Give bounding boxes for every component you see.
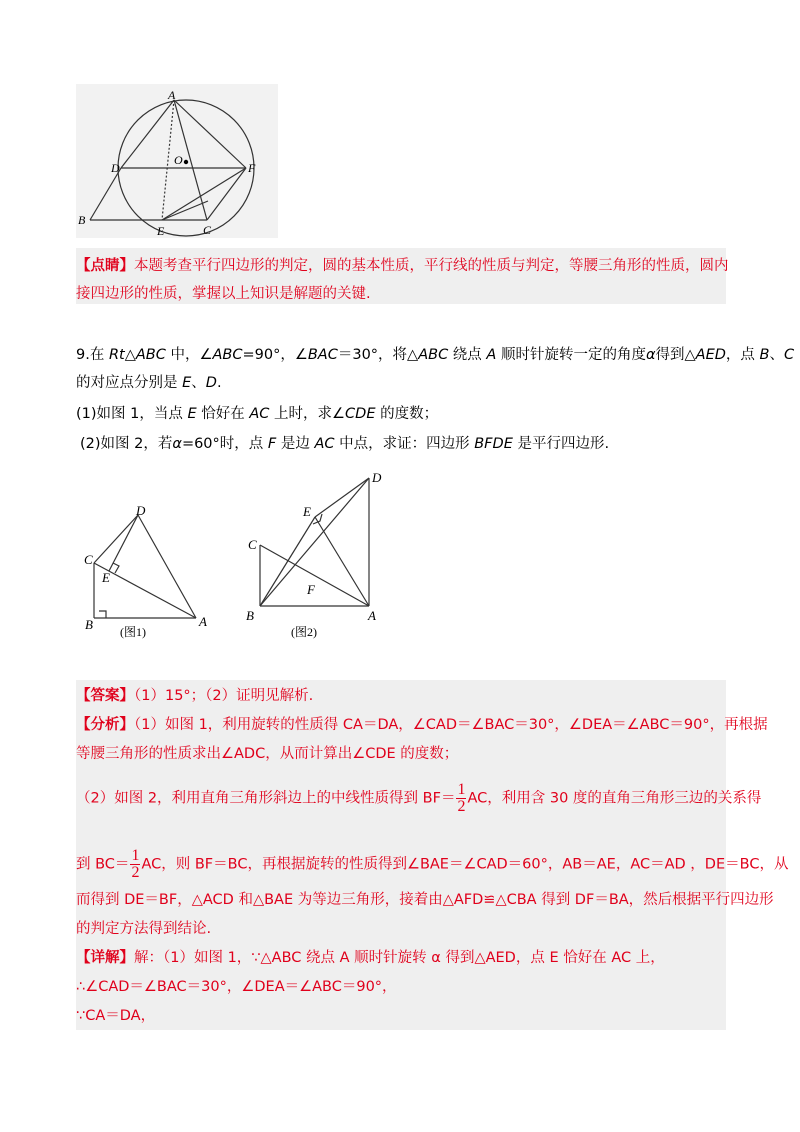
analysis-line-2: 等腰三角形的性质求出∠ADC，从而计算出∠CDE 的度数； — [76, 746, 459, 762]
label-d: D — [111, 161, 120, 175]
f2-label-b: B — [246, 608, 254, 623]
f1-label-e: E — [102, 570, 110, 585]
f2-segment-ed — [315, 478, 369, 517]
detail-tag: 【详解】 — [76, 950, 134, 966]
f1-label-c: C — [84, 552, 93, 567]
figure-circle-parallelogram — [76, 84, 278, 238]
figure-2 — [243, 470, 393, 650]
comment-line-2: 接四边形的性质，掌握以上知识是解题的关键. — [76, 286, 371, 302]
segment-e-chord — [162, 201, 208, 220]
f1-caption: (图1) — [120, 625, 146, 639]
analysis-line-1: 【分析】（1）如图 1，利用旋转的性质得 CA＝DA，∠CAD＝∠BAC＝30°，∠DEA＝∠ABC＝90°，再根据 — [76, 717, 768, 733]
segment-af — [174, 100, 246, 168]
segment-ad — [121, 100, 174, 168]
answer-tag: 【答案】 — [76, 688, 134, 704]
circle-diagram — [76, 84, 278, 238]
analysis-line-6: 的判定方法得到结论. — [76, 921, 212, 937]
f2-segment-ea — [315, 517, 369, 606]
segment-cf — [207, 168, 246, 220]
f1-segment-cd — [94, 515, 138, 563]
fraction-half-2: $\frac{1}{2}$ — [131, 847, 140, 881]
segment-bd — [90, 168, 121, 220]
figure-1 — [76, 498, 216, 648]
f2-caption: (图2) — [291, 625, 317, 639]
figure-1-diagram — [76, 498, 216, 648]
label-o: O — [174, 153, 183, 167]
f2-label-d: D — [372, 470, 382, 485]
detail-line-3: ∵CA＝DA， — [76, 1008, 156, 1024]
f1-label-a: A — [199, 614, 207, 629]
problem-line-1: 9.在 Rt△ABC 中，∠ABC=90°，∠BAC＝30°，将△ABC 绕点 A 顺时针旋转一定的角度α得到△AED，点 B、C — [76, 347, 795, 363]
comment-line-1: 【点睛】本题考查平行四边形的判定，圆的基本性质，平行线的性质与判定，等腰三角形的性质，圆内 — [76, 258, 729, 274]
label-b: B — [78, 213, 86, 227]
segment-ef — [162, 168, 246, 220]
detail-line-2: ∴∠CAD＝∠BAC＝30°，∠DEA＝∠ABC＝90°， — [76, 979, 397, 995]
f1-right-angle-b — [99, 611, 106, 618]
problem-line-2: 的对应点分别是 E、D. — [76, 375, 222, 391]
analysis-line-4: 到 BC＝ $\frac{1}{2}$ AC，则 BF＝BC，再根据旋转的性质得到∠BAE＝∠CAD＝60°，AB＝AE，AC＝AD ，DE＝BC，从 — [76, 847, 789, 881]
f2-label-f: F — [307, 582, 315, 597]
analysis-line-5: 而得到 DE＝BF，△ACD 和△BAE 为等边三角形，接着由△AFD≌△CBA 得到 DF＝BA，然后根据平行四边形 — [76, 892, 774, 908]
problem-part-2: (2)如图 2，若α=60°时，点 F 是边 AC 中点，求证：四边形 BFDE 是平行四边形. — [80, 436, 610, 452]
comment-tag: 【点睛】 — [76, 258, 134, 274]
figure-2-diagram — [243, 470, 393, 650]
label-e: E — [157, 224, 165, 238]
detail-line-1: 【详解】解：（1）如图 1，∵△ABC 绕点 A 顺时针旋转 α 得到△AED，点 E 恰好在 AC 上， — [76, 950, 665, 966]
center-point — [184, 160, 188, 164]
problem-part-1: (1)如图 1，当点 E 恰好在 AC 上时，求∠CDE 的度数； — [76, 406, 439, 422]
analysis-tag: 【分析】 — [76, 717, 134, 733]
label-a: A — [168, 88, 176, 102]
f2-label-e: E — [303, 504, 311, 519]
f1-label-b: B — [85, 617, 93, 632]
f1-label-d: D — [136, 503, 146, 518]
f1-right-angle-e — [113, 563, 119, 573]
label-f: F — [248, 161, 256, 175]
f2-label-a: A — [368, 608, 376, 623]
answer-line: 【答案】（1）15°；（2）证明见解析. — [76, 688, 314, 704]
segment-ae-dashed — [162, 100, 174, 220]
label-c: C — [203, 223, 212, 237]
fraction-half: $\frac{1}{2}$ — [457, 781, 466, 815]
f2-label-c: C — [248, 537, 257, 552]
analysis-line-3: （2）如图 2，利用直角三角形斜边上的中线性质得到 BF＝ $\frac{1}{2}$ AC，利用含 30 度的直角三角形三边的关系得 — [76, 781, 762, 815]
